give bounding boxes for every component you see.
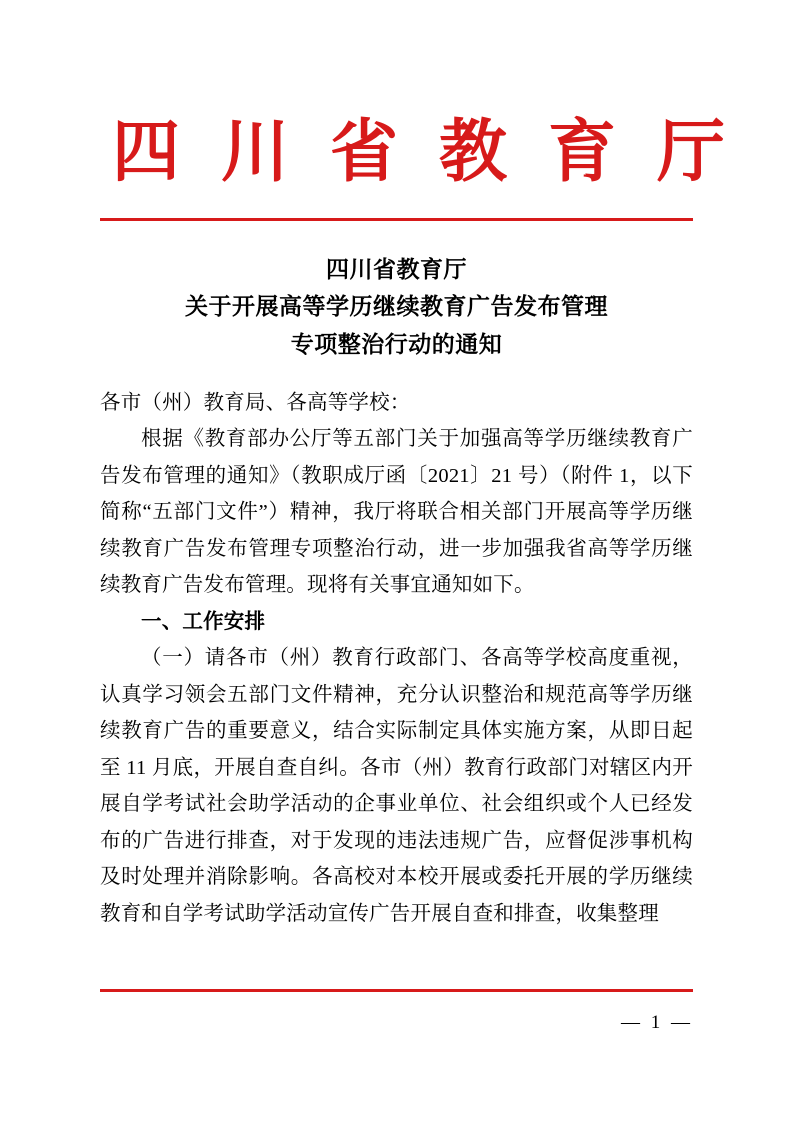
page-number: — 1 — [621,1012,693,1033]
addressee-line: 各市（州）教育局、各高等学校： [100,391,411,414]
body-paragraph-2: （一）请各市（州）教育行政部门、各高等学校高度重视，认真学习领会五部门文件精神，充分认识整治和规范高等学历继续教育广告的重要意义，结合实际制定具体实施方案，从即日起至 11 月底，开展自查自纠。各市（州）教育行政部门对辖区内开展自学考试社会助学活动的企事业单位、社会组织或个人已经发布的广告进行排查，对于发现的违法违规广告，应督促涉事机构及时处理并消除影响。各高校对本校开展或委托开展的学历继续教育和自学考试助学活动宣传广告开展自查和排查，收集整理 [100,647,693,925]
issuing-authority-title: 四 川 省 教 育 厅 [112,114,738,190]
document-title-line-3: 专项整治行动的通知 [290,331,503,357]
masthead [100,0,738,221]
section-heading-work-arrangement: 一、工作安排 [141,610,266,633]
document-title [100,251,693,363]
document-title-line-2: 关于开展高等学历继续教育广告发布管理 [185,294,608,320]
masthead-divider [100,218,693,221]
body-paragraph-1: 根据《教育部办公厅等五部门关于加强高等学历继续教育广告发布管理的通知》（教职成厅函〔2021〕21 号）（附件 1，以下简称“五部门文件”）精神，我厅将联合相关部门开展高等学历继续教育广告发布管理专项整治行动，进一步加强我省高等学历继续教育广告发布管理。现将有关事宜通知如下。 [100,428,693,597]
document-title-line-1: 四川省教育厅 [326,257,467,282]
document-body [100,385,693,932]
footer-divider [100,989,693,992]
